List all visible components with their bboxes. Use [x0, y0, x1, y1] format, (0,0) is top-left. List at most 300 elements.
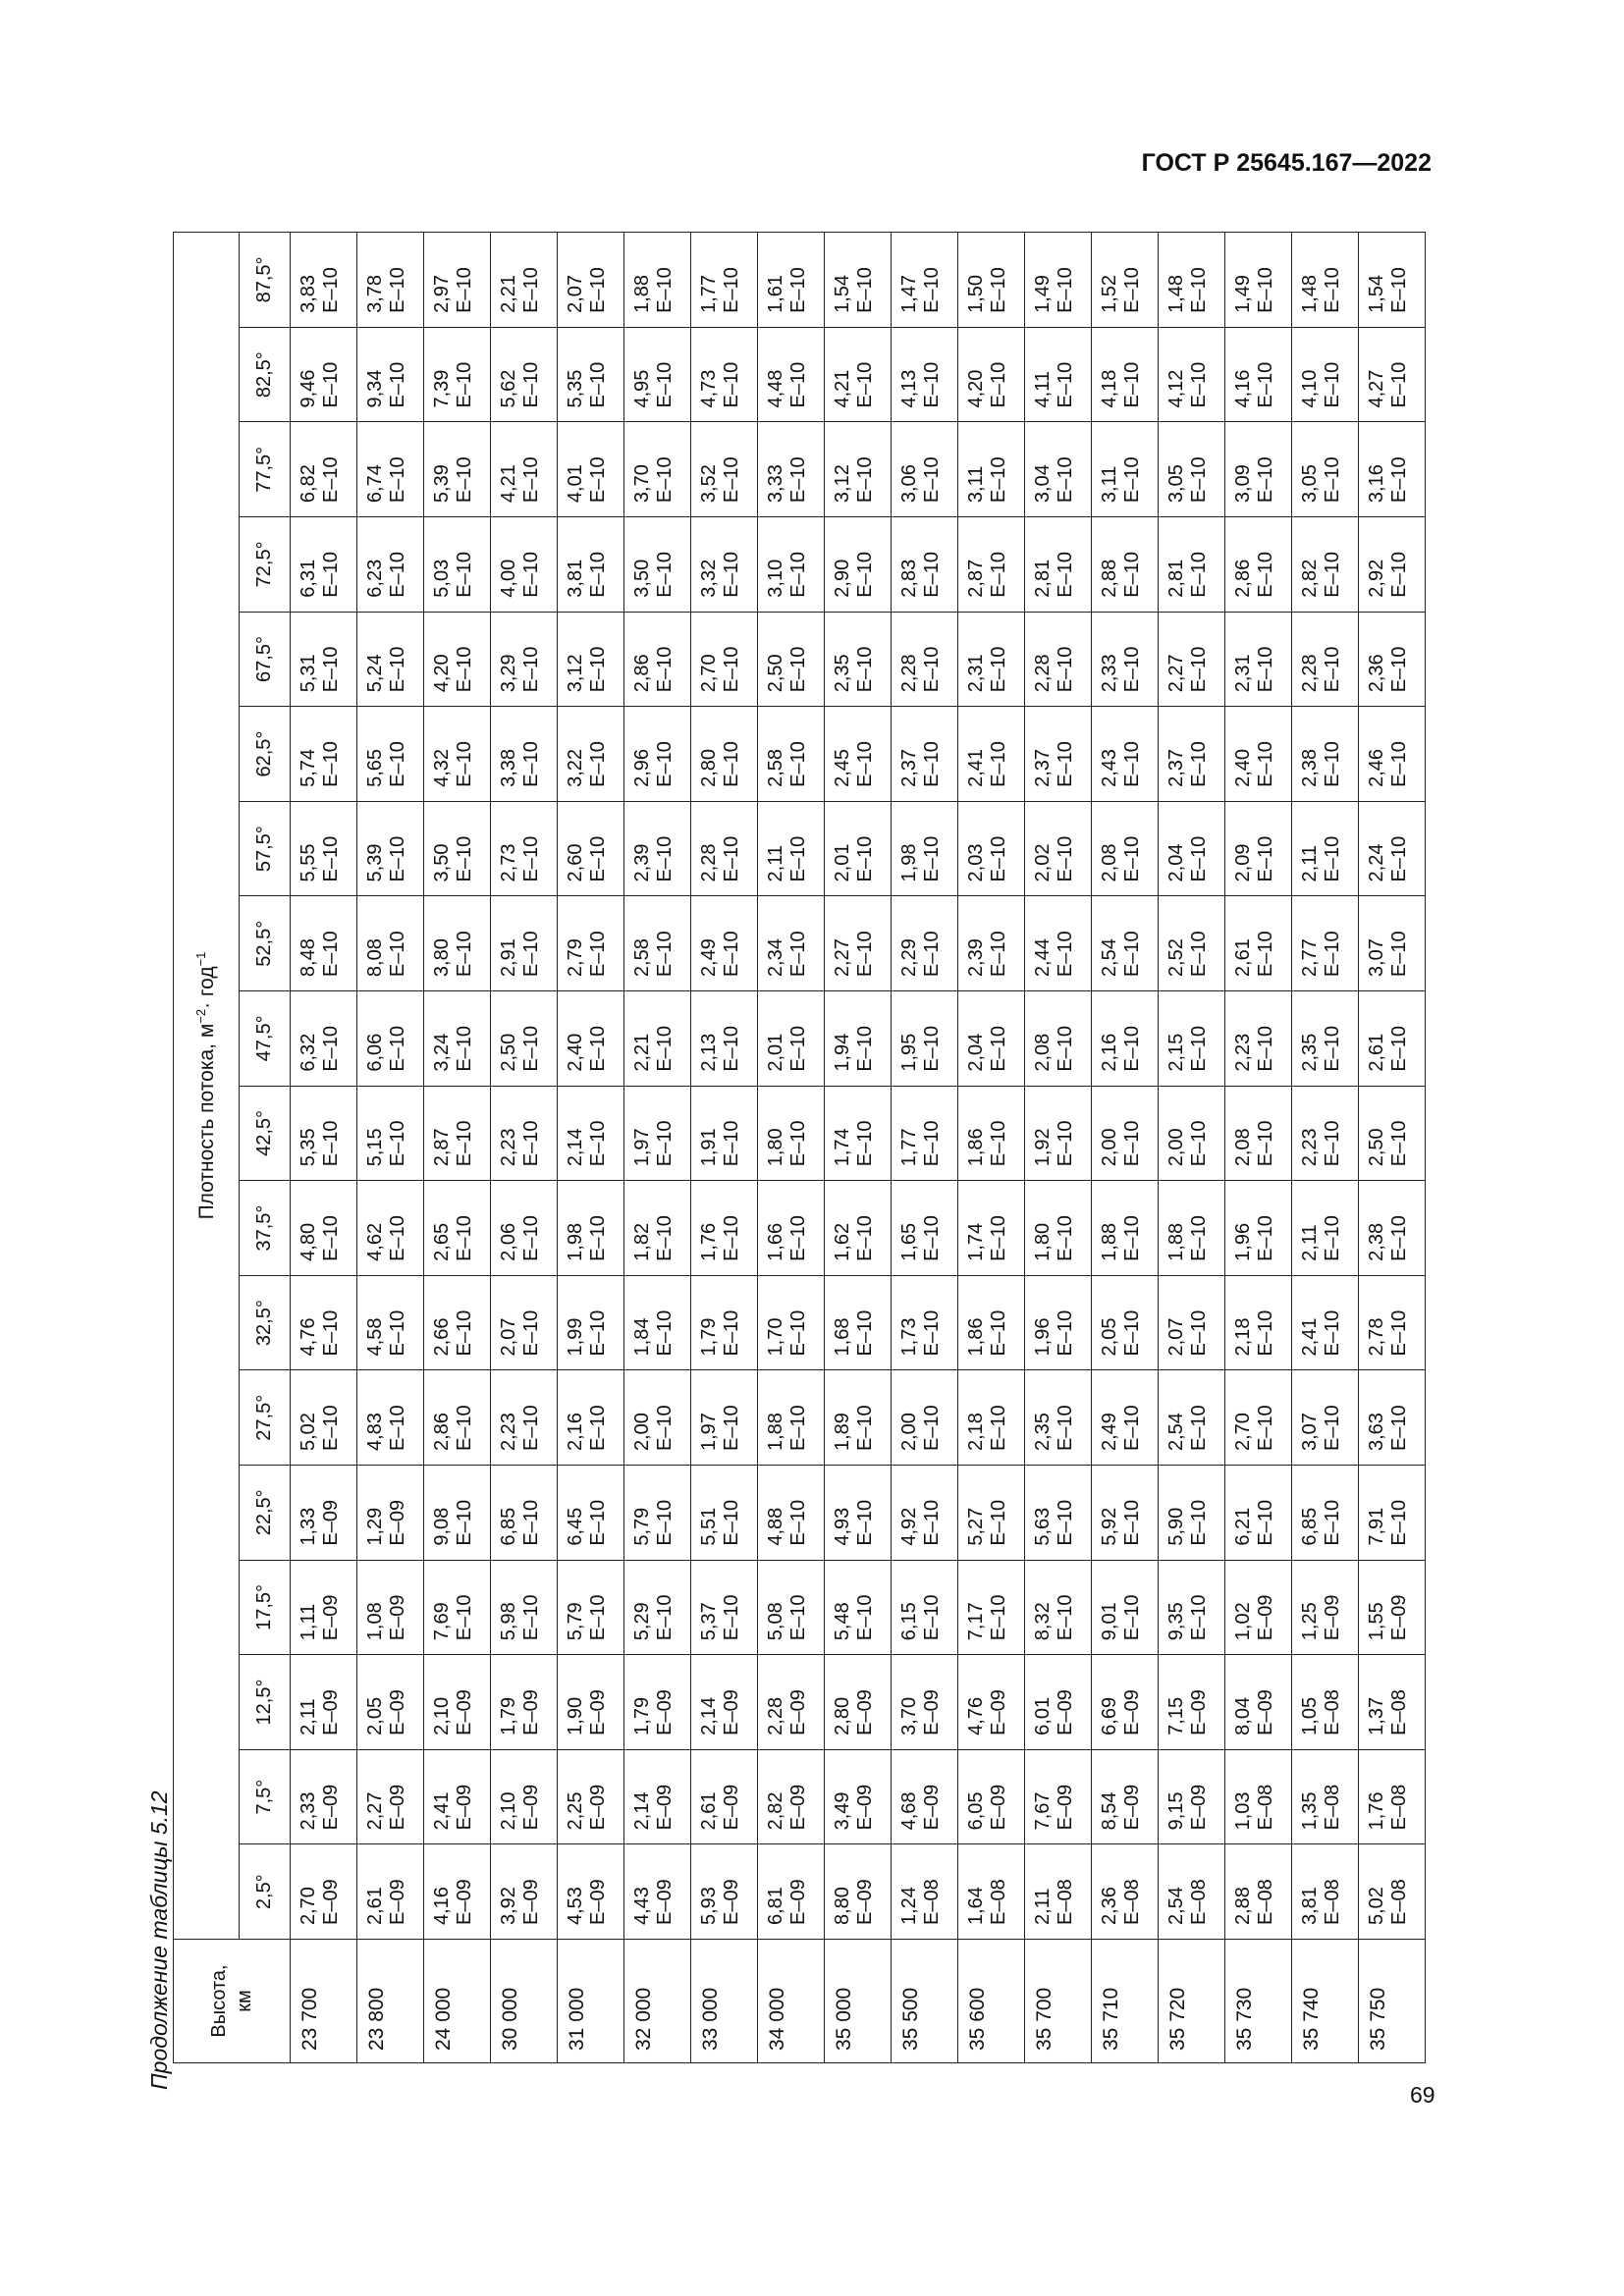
- flux-value-cell: [825, 517, 892, 613]
- flux-exponent: E–10: [1388, 741, 1410, 787]
- flux-exponent: E–10: [1121, 1309, 1143, 1357]
- flux-header-mid: · год: [195, 966, 218, 1009]
- flux-mantissa: 2,87: [965, 559, 987, 598]
- flux-value-cell: [691, 327, 758, 422]
- flux-value-cell: [1292, 896, 1359, 991]
- flux-value-cell: [758, 1275, 825, 1370]
- flux-exponent: E–08: [1322, 1689, 1343, 1735]
- flux-exponent: E–09: [520, 1689, 542, 1735]
- flux-value-cell: [958, 517, 1025, 613]
- flux-mantissa: 2,87: [431, 1128, 453, 1167]
- flux-mantissa: 3,05: [1299, 464, 1321, 504]
- flux-value-cell: [1092, 422, 1159, 517]
- flux-exponent: E–10: [988, 646, 1009, 693]
- flux-exponent: E–10: [1388, 456, 1410, 504]
- flux-mantissa: 3,04: [1032, 464, 1054, 504]
- flux-exponent: E–10: [654, 646, 676, 693]
- flux-mantissa: 2,49: [1099, 1413, 1120, 1452]
- flux-exponent: E–10: [454, 1405, 475, 1452]
- table-body: [291, 233, 1426, 2063]
- flux-mantissa: 7,91: [1366, 1507, 1387, 1546]
- flux-exponent: E–10: [1322, 1120, 1343, 1167]
- flux-exponent: E–10: [787, 835, 809, 882]
- flux-mantissa: 1,70: [765, 1317, 786, 1357]
- flux-value-cell: [825, 422, 892, 517]
- altitude-cell: 35 000: [825, 1940, 892, 2063]
- flux-value-cell: [1292, 1844, 1359, 1940]
- flux-mantissa: 4,21: [832, 369, 853, 408]
- flux-value-cell: [291, 991, 357, 1087]
- flux-mantissa: 1,82: [631, 1222, 653, 1261]
- flux-value-cell: [1092, 1466, 1159, 1561]
- flux-value-cell: [1159, 1560, 1225, 1655]
- altitude-cell: 32 000: [624, 1940, 691, 2063]
- flux-exponent: E–10: [654, 361, 676, 408]
- flux-exponent: E–10: [1055, 1499, 1076, 1546]
- flux-mantissa: 2,02: [1032, 843, 1054, 882]
- flux-exponent: E–10: [587, 741, 609, 787]
- flux-value-cell: [825, 327, 892, 422]
- flux-value-cell: [291, 896, 357, 991]
- flux-value-cell: [491, 1844, 558, 1940]
- flux-mantissa: 6,05: [965, 1791, 987, 1831]
- flux-mantissa: 4,53: [565, 1887, 586, 1925]
- flux-value-cell: [558, 991, 624, 1087]
- flux-mantissa: 1,49: [1032, 274, 1054, 313]
- flux-exponent: E–10: [320, 741, 342, 787]
- flux-value-cell: [624, 1844, 691, 1940]
- flux-value-cell: [1359, 1655, 1426, 1750]
- flux-exponent: E–10: [1055, 835, 1076, 882]
- flux-exponent: E–10: [921, 1405, 943, 1452]
- flux-mantissa: 2,50: [1366, 1128, 1387, 1167]
- flux-mantissa: 1,25: [1299, 1602, 1321, 1641]
- flux-exponent: E–09: [1255, 1594, 1276, 1641]
- angle-header-cell: 87,5°: [240, 233, 291, 328]
- flux-exponent: E–10: [454, 1499, 475, 1546]
- altitude-cell: 35 750: [1359, 1940, 1426, 2063]
- flux-exponent: E–10: [387, 1309, 408, 1357]
- flux-value-cell: [424, 707, 491, 802]
- flux-exponent: E–10: [320, 646, 342, 693]
- flux-value-cell: [1025, 1466, 1092, 1561]
- flux-exponent: E–09: [921, 1784, 943, 1831]
- table-row: [424, 233, 491, 2063]
- flux-mantissa: 1,86: [965, 1128, 987, 1167]
- flux-exponent: E–10: [787, 1309, 809, 1357]
- flux-value-cell: [691, 233, 758, 328]
- flux-mantissa: 2,78: [1366, 1317, 1387, 1357]
- flux-mantissa: 1,54: [832, 274, 853, 313]
- flux-mantissa: 2,86: [1232, 559, 1254, 598]
- flux-value-cell: [424, 327, 491, 422]
- flux-exponent: E–10: [721, 267, 742, 313]
- flux-exponent: E–10: [520, 1025, 542, 1072]
- table-row: [1159, 233, 1225, 2063]
- flux-mantissa: 5,08: [765, 1602, 786, 1641]
- flux-value-cell: [1292, 517, 1359, 613]
- flux-mantissa: 3,63: [1366, 1413, 1387, 1452]
- flux-exponent: E–10: [454, 456, 475, 504]
- flux-value-cell: [1159, 1086, 1225, 1181]
- flux-value-cell: [424, 1181, 491, 1276]
- flux-value-cell: [691, 707, 758, 802]
- flux-mantissa: 2,60: [565, 843, 586, 882]
- flux-value-cell: [357, 517, 424, 613]
- flux-exponent: E–10: [654, 267, 676, 313]
- flux-value-cell: [291, 422, 357, 517]
- flux-exponent: E–10: [1188, 267, 1210, 313]
- flux-exponent: E–08: [1388, 1784, 1410, 1831]
- flux-mantissa: 3,12: [565, 654, 586, 693]
- flux-exponent: E–10: [1121, 1405, 1143, 1452]
- flux-exponent: E–08: [1322, 1879, 1343, 1925]
- flux-value-cell: [558, 517, 624, 613]
- flux-value-cell: [558, 422, 624, 517]
- flux-value-cell: [1225, 233, 1292, 328]
- flux-exponent: E–10: [787, 1594, 809, 1641]
- flux-exponent: E–09: [988, 1689, 1009, 1735]
- flux-exponent: E–10: [1188, 931, 1210, 978]
- flux-value-cell: [1092, 1655, 1159, 1750]
- flux-mantissa: 4,16: [1232, 369, 1254, 408]
- flux-mantissa: 1,76: [1366, 1791, 1387, 1831]
- flux-exponent: E–10: [1121, 361, 1143, 408]
- flux-exponent: E–10: [1322, 456, 1343, 504]
- flux-exponent: E–09: [787, 1784, 809, 1831]
- flux-exponent: E–10: [454, 267, 475, 313]
- flux-exponent: E–10: [1255, 1499, 1276, 1546]
- flux-exponent: E–10: [520, 267, 542, 313]
- flux-mantissa: 2,61: [364, 1887, 386, 1925]
- flux-value-cell: [558, 1181, 624, 1276]
- flux-mantissa: 1,79: [498, 1696, 519, 1735]
- flux-value-cell: [624, 1560, 691, 1655]
- flux-mantissa: 2,36: [1099, 1887, 1120, 1925]
- flux-value-cell: [1225, 327, 1292, 422]
- flux-exponent: E–10: [1322, 835, 1343, 882]
- flux-mantissa: 1,91: [698, 1128, 720, 1167]
- flux-exponent: E–09: [1121, 1784, 1143, 1831]
- flux-exponent: E–10: [454, 551, 475, 598]
- flux-mantissa: 5,79: [631, 1507, 653, 1546]
- flux-value-cell: [958, 1275, 1025, 1370]
- flux-exponent: E–10: [654, 931, 676, 978]
- flux-mantissa: 4,88: [765, 1507, 786, 1546]
- flux-mantissa: 6,01: [1032, 1696, 1054, 1735]
- flux-value-cell: [624, 1655, 691, 1750]
- flux-exponent: E–10: [1388, 267, 1410, 313]
- flux-exponent: E–10: [1388, 1120, 1410, 1167]
- flux-mantissa: 2,86: [631, 654, 653, 693]
- flux-mantissa: 1,96: [1232, 1222, 1254, 1261]
- flux-mantissa: 2,16: [1099, 1033, 1120, 1072]
- flux-value-cell: [424, 1086, 491, 1181]
- flux-mantissa: 4,16: [431, 1887, 453, 1925]
- flux-value-cell: [1159, 233, 1225, 328]
- flux-mantissa: 3,24: [431, 1033, 453, 1072]
- flux-mantissa: 5,48: [832, 1602, 853, 1641]
- flux-mantissa: 1,35: [1299, 1791, 1321, 1831]
- flux-value-cell: [491, 1466, 558, 1561]
- flux-exponent: E–09: [721, 1784, 742, 1831]
- flux-exponent: E–10: [320, 1309, 342, 1357]
- flux-mantissa: 1,90: [565, 1696, 586, 1735]
- flux-exponent: E–08: [1255, 1879, 1276, 1925]
- flux-value-cell: [558, 1275, 624, 1370]
- flux-mantissa: 3,83: [298, 274, 319, 313]
- flux-value-cell: [1359, 707, 1426, 802]
- flux-mantissa: 2,73: [498, 843, 519, 882]
- table-row: [1292, 233, 1359, 2063]
- flux-value-cell: [958, 1749, 1025, 1844]
- flux-exponent: E–09: [654, 1879, 676, 1925]
- flux-value-cell: [892, 1560, 958, 1655]
- flux-value-cell: [1292, 1275, 1359, 1370]
- table-row: [825, 233, 892, 2063]
- angle-header-cell: 7,5°: [240, 1749, 291, 1844]
- angle-header-cell: 42,5°: [240, 1086, 291, 1181]
- flux-value-cell: [357, 896, 424, 991]
- flux-mantissa: 2,58: [631, 938, 653, 978]
- flux-exponent: E–10: [721, 1309, 742, 1357]
- flux-value-cell: [424, 1370, 491, 1466]
- flux-exponent: E–09: [988, 1784, 1009, 1831]
- flux-exponent: E–08: [1388, 1689, 1410, 1735]
- flux-exponent: E–09: [520, 1784, 542, 1831]
- flux-value-cell: [1025, 1275, 1092, 1370]
- flux-value-cell: [491, 801, 558, 896]
- flux-value-cell: [758, 1086, 825, 1181]
- flux-exponent: E–10: [921, 931, 943, 978]
- flux-mantissa: 4,73: [698, 369, 720, 408]
- flux-value-cell: [892, 327, 958, 422]
- flux-value-cell: [1159, 1181, 1225, 1276]
- flux-header-exp-1: −2: [193, 1008, 208, 1024]
- flux-value-cell: [1092, 1749, 1159, 1844]
- flux-value-cell: [1225, 1275, 1292, 1370]
- flux-mantissa: 2,11: [1032, 1888, 1054, 1925]
- flux-mantissa: 8,32: [1032, 1602, 1054, 1641]
- flux-value-cell: [1359, 1560, 1426, 1655]
- flux-exponent: E–10: [587, 1405, 609, 1452]
- flux-exponent: E–09: [520, 1879, 542, 1925]
- flux-value-cell: [758, 517, 825, 613]
- flux-exponent: E–10: [387, 361, 408, 408]
- flux-mantissa: 2,49: [698, 938, 720, 978]
- flux-value-cell: [691, 991, 758, 1087]
- flux-exponent: E–10: [520, 1215, 542, 1261]
- flux-mantissa: 2,24: [1366, 843, 1387, 882]
- flux-value-cell: [1359, 1749, 1426, 1844]
- flux-value-cell: [291, 1466, 357, 1561]
- flux-exponent: E–08: [1255, 1784, 1276, 1831]
- flux-exponent: E–10: [721, 835, 742, 882]
- flux-value-cell: [892, 1181, 958, 1276]
- flux-exponent: E–10: [988, 1499, 1009, 1546]
- flux-value-cell: [1292, 1181, 1359, 1276]
- flux-exponent: E–09: [320, 1784, 342, 1831]
- flux-mantissa: 1,65: [898, 1222, 920, 1261]
- flux-mantissa: 1,98: [898, 843, 920, 882]
- table-row: [1359, 233, 1426, 2063]
- flux-exponent: E–09: [387, 1594, 408, 1641]
- flux-value-cell: [491, 517, 558, 613]
- flux-value-cell: [1225, 1844, 1292, 1940]
- flux-value-cell: [1359, 612, 1426, 707]
- flux-exponent: E–09: [587, 1879, 609, 1925]
- flux-mantissa: 2,27: [1165, 654, 1187, 693]
- flux-mantissa: 2,81: [1165, 559, 1187, 598]
- flux-mantissa: 2,08: [1099, 843, 1120, 882]
- flux-exponent: E–10: [1322, 551, 1343, 598]
- flux-mantissa: 1,80: [1032, 1222, 1054, 1261]
- flux-exponent: E–10: [1322, 1309, 1343, 1357]
- flux-mantissa: 9,01: [1099, 1602, 1120, 1641]
- flux-exponent: E–10: [1388, 361, 1410, 408]
- flux-exponent: E–10: [1188, 1120, 1210, 1167]
- flux-exponent: E–10: [1121, 646, 1143, 693]
- flux-value-cell: [624, 233, 691, 328]
- flux-mantissa: 3,32: [698, 559, 720, 598]
- flux-mantissa: 1,80: [765, 1128, 786, 1167]
- flux-exponent: E–10: [854, 1215, 876, 1261]
- flux-exponent: E–10: [587, 456, 609, 504]
- flux-mantissa: 2,40: [565, 1033, 586, 1072]
- flux-mantissa: 2,50: [498, 1033, 519, 1072]
- flux-mantissa: 2,70: [298, 1887, 319, 1925]
- flux-value-cell: [758, 1749, 825, 1844]
- flux-value-cell: [624, 1466, 691, 1561]
- flux-exponent: E–10: [520, 1309, 542, 1357]
- flux-mantissa: 2,08: [1232, 1128, 1254, 1167]
- flux-mantissa: 2,54: [1165, 1413, 1187, 1452]
- altitude-cell: 35 740: [1292, 1940, 1359, 2063]
- flux-exponent: E–10: [854, 1405, 876, 1452]
- flux-exponent: E–10: [654, 1215, 676, 1261]
- flux-value-cell: [825, 801, 892, 896]
- flux-mantissa: 9,15: [1165, 1791, 1187, 1831]
- flux-mantissa: 1,79: [698, 1317, 720, 1357]
- flux-value-cell: [1359, 801, 1426, 896]
- flux-exponent: E–10: [854, 1025, 876, 1072]
- flux-mantissa: 1,98: [565, 1222, 586, 1261]
- flux-exponent: E–10: [454, 835, 475, 882]
- flux-value-cell: [691, 422, 758, 517]
- flux-value-cell: [892, 1655, 958, 1750]
- flux-mantissa: 1,02: [1232, 1602, 1254, 1641]
- flux-exponent: E–10: [1255, 267, 1276, 313]
- flux-value-cell: [1092, 707, 1159, 802]
- flux-value-cell: [291, 612, 357, 707]
- flux-exponent: E–10: [921, 1025, 943, 1072]
- flux-exponent: E–10: [1255, 456, 1276, 504]
- flux-exponent: E–10: [988, 835, 1009, 882]
- flux-mantissa: 7,15: [1165, 1696, 1187, 1735]
- flux-value-cell: [892, 517, 958, 613]
- flux-mantissa: 6,85: [1299, 1507, 1321, 1546]
- flux-mantissa: 2,23: [1232, 1033, 1254, 1072]
- flux-exponent: E–10: [721, 741, 742, 787]
- flux-exponent: E–10: [1188, 741, 1210, 787]
- flux-mantissa: 5,24: [364, 654, 386, 693]
- flux-exponent: E–09: [587, 1689, 609, 1735]
- table-row: [892, 233, 958, 2063]
- flux-mantissa: 2,00: [1099, 1128, 1120, 1167]
- flux-value-cell: [624, 1086, 691, 1181]
- flux-exponent: E–10: [1055, 361, 1076, 408]
- flux-exponent: E–10: [1255, 1309, 1276, 1357]
- flux-value-cell: [892, 1370, 958, 1466]
- flux-value-cell: [424, 1275, 491, 1370]
- flux-mantissa: 2,25: [565, 1791, 586, 1831]
- flux-mantissa: 3,22: [565, 748, 586, 787]
- flux-value-cell: [958, 233, 1025, 328]
- flux-value-cell: [357, 1655, 424, 1750]
- flux-value-cell: [291, 801, 357, 896]
- flux-mantissa: 2,01: [765, 1033, 786, 1072]
- flux-value-cell: [291, 1560, 357, 1655]
- flux-density-table: [173, 232, 1426, 2063]
- flux-mantissa: 4,62: [364, 1222, 386, 1261]
- flux-value-cell: [1225, 1655, 1292, 1750]
- flux-exponent: E–09: [1055, 1784, 1076, 1831]
- flux-exponent: E–10: [787, 1405, 809, 1452]
- flux-mantissa: 2,61: [1232, 938, 1254, 978]
- flux-exponent: E–08: [1055, 1879, 1076, 1925]
- flux-mantissa: 2,06: [498, 1222, 519, 1261]
- flux-value-cell: [892, 991, 958, 1087]
- flux-exponent: E–10: [921, 741, 943, 787]
- flux-exponent: E–09: [387, 1499, 408, 1546]
- table-caption: Продолжение таблицы 5.12: [146, 1790, 172, 2090]
- flux-mantissa: 1,62: [832, 1222, 853, 1261]
- flux-mantissa: 2,38: [1366, 1222, 1387, 1261]
- flux-value-cell: [1359, 991, 1426, 1087]
- flux-exponent: E–09: [654, 1689, 676, 1735]
- table-row: [558, 233, 624, 2063]
- flux-value-cell: [1159, 1466, 1225, 1561]
- angle-header-cell: 12,5°: [240, 1655, 291, 1750]
- altitude-cell: 35 500: [892, 1940, 958, 2063]
- flux-exponent: E–10: [1388, 1309, 1410, 1357]
- flux-exponent: E–10: [454, 361, 475, 408]
- flux-exponent: E–10: [1055, 551, 1076, 598]
- flux-mantissa: 5,37: [698, 1602, 720, 1641]
- flux-mantissa: 1,47: [898, 274, 920, 313]
- flux-mantissa: 8,04: [1232, 1696, 1254, 1735]
- flux-mantissa: 5,98: [498, 1602, 519, 1641]
- flux-mantissa: 2,05: [364, 1696, 386, 1735]
- flux-exponent: E–10: [387, 1025, 408, 1072]
- flux-mantissa: 1,88: [1165, 1222, 1187, 1261]
- flux-value-cell: [758, 1655, 825, 1750]
- flux-exponent: E–10: [454, 1120, 475, 1167]
- flux-mantissa: 2,40: [1232, 748, 1254, 787]
- flux-exponent: E–10: [387, 1405, 408, 1452]
- flux-exponent: E–10: [1055, 646, 1076, 693]
- flux-value-cell: [758, 1844, 825, 1940]
- flux-exponent: E–10: [654, 1499, 676, 1546]
- flux-exponent: E–10: [1255, 551, 1276, 598]
- flux-exponent: E–10: [1188, 551, 1210, 598]
- flux-exponent: E–10: [1188, 1215, 1210, 1261]
- flux-value-cell: [424, 801, 491, 896]
- flux-value-cell: [1292, 707, 1359, 802]
- flux-exponent: E–09: [854, 1879, 876, 1925]
- flux-mantissa: 2,37: [1032, 748, 1054, 787]
- flux-exponent: E–10: [1188, 646, 1210, 693]
